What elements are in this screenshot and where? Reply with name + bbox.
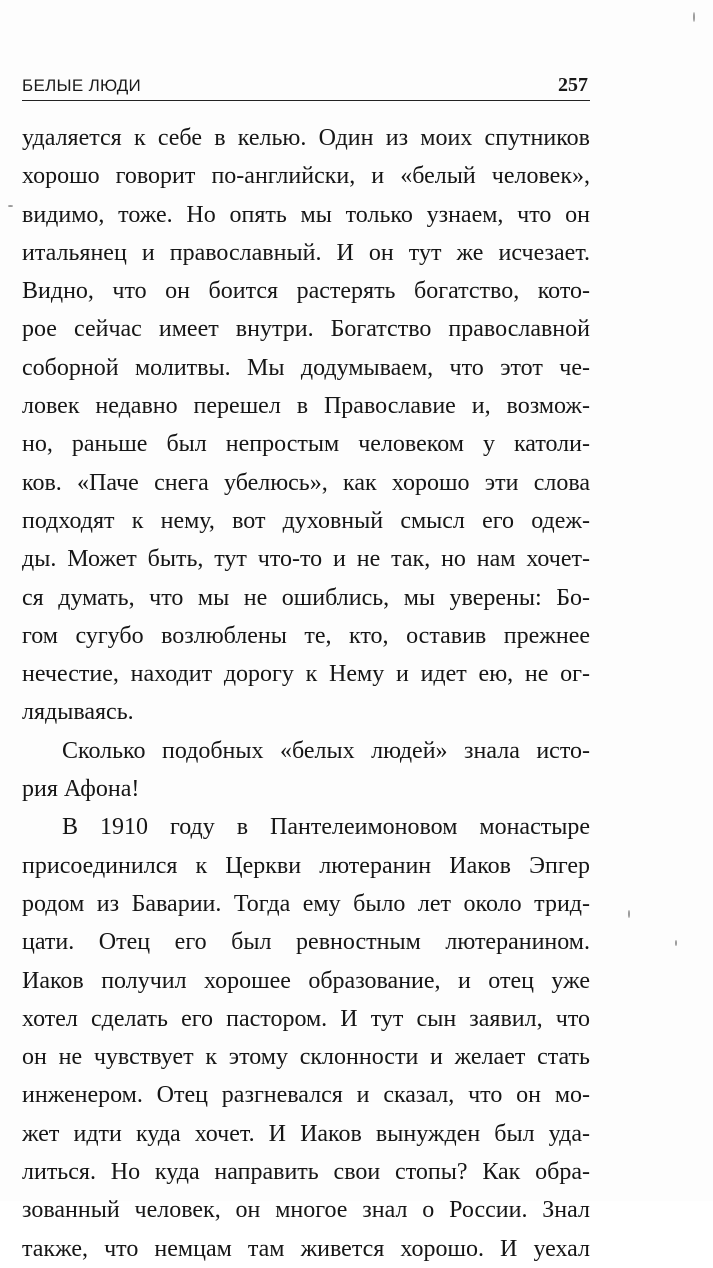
scan-speck bbox=[675, 940, 677, 946]
text-line: ков. «Паче снега убелюсь», как хорошо эти слова bbox=[22, 469, 590, 496]
text-line: рое сейчас имеет внутри. Богатство православной bbox=[22, 316, 590, 343]
text-line: цати. Отец его был ревностным лютеранином. bbox=[22, 929, 590, 956]
text-line: жет идти куда хочет. И Иаков вынужден был уда- bbox=[22, 1120, 590, 1147]
text-line: гом сугубо возлюблены те, кто, оставив прежнее bbox=[22, 622, 590, 649]
text-line: литься. Но куда направить свои стопы? Как обра- bbox=[22, 1159, 590, 1186]
text-line: нечестие, находит дорогу к Нему и идет ею, не ог- bbox=[22, 661, 590, 688]
text-line: зованный человек, он многое знал о России. Знал bbox=[22, 1197, 590, 1224]
text-line: родом из Баварии. Тогда ему было лет около трид- bbox=[22, 890, 590, 917]
scan-speck bbox=[8, 205, 13, 207]
text-line: Сколько подобных «белых людей» знала исто- bbox=[62, 737, 590, 764]
page-number: 257 bbox=[558, 74, 588, 96]
text-line: ды. Может быть, тут что-то и не так, но нам хочет- bbox=[22, 546, 590, 573]
text-line: рия Афона! bbox=[22, 776, 140, 803]
text-line: хотел сделать его пастором. И тут сын заявил, что bbox=[22, 1005, 590, 1032]
text-line: но, раньше был непростым человеком у католи- bbox=[22, 431, 590, 458]
text-line: инженером. Отец разгневался и сказал, что он мо- bbox=[22, 1082, 590, 1109]
text-line: удаляется к себе в келью. Один из моих спутников bbox=[22, 125, 590, 151]
scan-speck bbox=[628, 910, 630, 918]
text-line: итальянец и православный. И он тут же исчезает. bbox=[22, 239, 590, 266]
scan-speck bbox=[693, 12, 695, 22]
text-line: соборной молитвы. Мы додумываем, что этот че- bbox=[22, 354, 590, 381]
text-line: ся думать, что мы не ошиблись, мы уверены: Бо- bbox=[22, 584, 590, 611]
text-line: также, что немцам там живется хорошо. И уехал bbox=[22, 1235, 590, 1262]
text-line: подходят к нему, вот духовный смысл его одеж- bbox=[22, 507, 590, 534]
text-line: ловек недавно перешел в Православие и, возмож- bbox=[22, 393, 590, 420]
text-line: он не чувствует к этому склонности и желает стать bbox=[22, 1044, 590, 1071]
text-line: лядываясь. bbox=[22, 699, 134, 726]
running-header bbox=[22, 74, 590, 101]
text-line: В 1910 году в Пантелеимоновом монастыре bbox=[62, 814, 590, 841]
text-line: видимо, тоже. Но опять мы только узнаем, что он bbox=[22, 201, 590, 228]
running-title: БЕЛЫЕ ЛЮДИ bbox=[22, 76, 142, 95]
text-line: Иаков получил хорошее образование, и отец уже bbox=[22, 967, 590, 994]
text-line: хорошо говорит по-английски, и «белый человек», bbox=[22, 163, 590, 190]
body-text bbox=[22, 119, 590, 1268]
text-line: Видно, что он боится растерять богатство, кото- bbox=[22, 278, 590, 305]
text-line: присоединился к Церкви лютеранин Иаков Эпгер bbox=[22, 852, 590, 879]
